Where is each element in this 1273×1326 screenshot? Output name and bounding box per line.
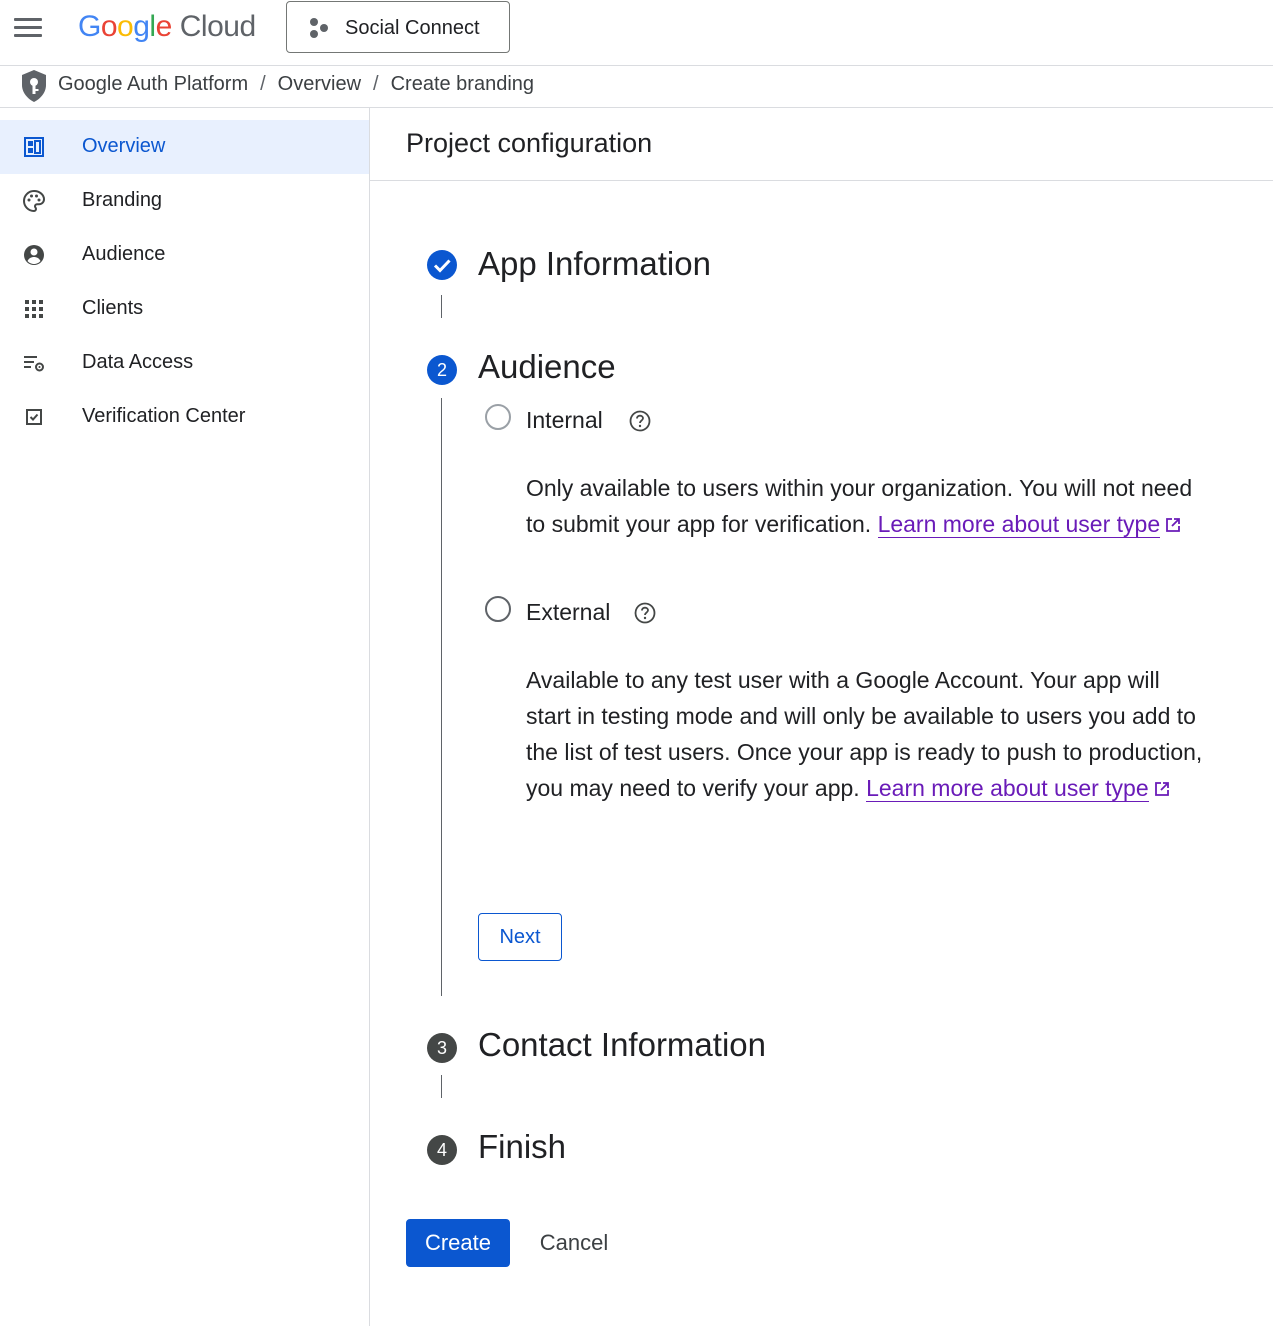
step-number-badge: 2 (427, 355, 457, 385)
step-title-audience[interactable]: Audience (478, 348, 616, 385)
logo-letter: e (155, 10, 172, 43)
step-title-contact-information[interactable]: Contact Information (478, 1026, 766, 1063)
next-button[interactable]: Next (478, 913, 562, 961)
help-icon[interactable] (634, 602, 656, 624)
external-link-icon (1164, 516, 1182, 534)
sidebar-item-audience[interactable] (0, 228, 369, 282)
step-complete-check-icon (427, 250, 457, 280)
logo-letter: l (149, 10, 156, 43)
step-title-finish[interactable]: Finish (478, 1128, 567, 1165)
checkbox-icon (22, 405, 46, 429)
project-picker-button[interactable] (286, 1, 510, 53)
dashboard-icon (22, 135, 46, 159)
option-description-internal (526, 470, 1206, 542)
breadcrumb-separator: / (260, 73, 266, 95)
logo-cloud-text: Cloud (179, 10, 256, 43)
project-name: Social Connect (345, 17, 480, 39)
step-connector (441, 295, 442, 318)
top-bar (0, 0, 1273, 66)
step-number-badge: 4 (427, 1135, 457, 1165)
breadcrumb-separator: / (373, 73, 379, 95)
sidebar-item-label: Overview (82, 135, 166, 157)
link-text: Learn more about user type (866, 775, 1149, 801)
palette-icon (22, 189, 46, 213)
step-number-badge: 3 (427, 1033, 457, 1063)
breadcrumb (58, 73, 534, 96)
list-settings-icon (22, 351, 46, 375)
step-connector (441, 1075, 442, 1098)
project-hub-icon (307, 16, 331, 40)
breadcrumb-item-auth-platform[interactable]: Google Auth Platform (58, 73, 249, 95)
sidebar-item-overview[interactable] (0, 120, 369, 174)
option-label-external[interactable]: External (526, 599, 611, 625)
logo-letter: G (78, 10, 101, 43)
sidebar-item-verification-center[interactable] (0, 390, 369, 444)
sidebar (0, 108, 370, 1326)
menu-icon[interactable] (14, 18, 42, 38)
radio-internal[interactable] (485, 404, 511, 430)
sidebar-item-label: Audience (82, 243, 166, 265)
cancel-button[interactable]: Cancel (539, 1230, 609, 1255)
step-title-app-information[interactable]: App Information (478, 245, 711, 282)
shield-key-icon (20, 69, 48, 103)
logo-letter: g (133, 10, 150, 43)
breadcrumb-item-create-branding: Create branding (390, 73, 535, 95)
radio-external[interactable] (485, 596, 511, 622)
google-cloud-logo[interactable] (78, 10, 256, 44)
main-header (370, 108, 1273, 181)
sidebar-item-label: Branding (82, 189, 163, 211)
apps-grid-icon (22, 297, 46, 321)
external-link-icon (1153, 780, 1171, 798)
account-circle-icon (22, 243, 46, 267)
description-text: Available to any test user with a Google Account. Your app will start in testing mode and will only be available to users you add to the list of test users. Once your app is ready to push to production, you may need to verify your app. (526, 667, 1203, 801)
sidebar-item-label: Data Access (82, 351, 194, 373)
learn-more-user-type-link[interactable] (866, 775, 1149, 802)
logo-letter: o (117, 10, 134, 43)
sidebar-item-label: Verification Center (82, 405, 246, 427)
help-icon[interactable] (629, 410, 651, 432)
option-label-internal[interactable]: Internal (526, 407, 603, 433)
sidebar-item-clients[interactable] (0, 282, 369, 336)
description-text: Only available to users within your organization. You will not need to submit your app for verification. (526, 475, 1193, 537)
breadcrumb-bar (0, 66, 1273, 108)
link-text: Learn more about user type (877, 511, 1161, 537)
create-button[interactable]: Create (406, 1219, 510, 1267)
breadcrumb-item-overview[interactable]: Overview (277, 73, 362, 95)
learn-more-user-type-link[interactable] (878, 511, 1161, 538)
option-description-external (526, 662, 1206, 806)
sidebar-item-label: Clients (82, 297, 144, 319)
sidebar-item-branding[interactable] (0, 174, 369, 228)
logo-google-text (78, 10, 172, 43)
sidebar-item-data-access[interactable] (0, 336, 369, 390)
logo-letter: o (100, 10, 118, 43)
step-connector (441, 398, 442, 996)
page-title: Project configuration (406, 128, 653, 158)
